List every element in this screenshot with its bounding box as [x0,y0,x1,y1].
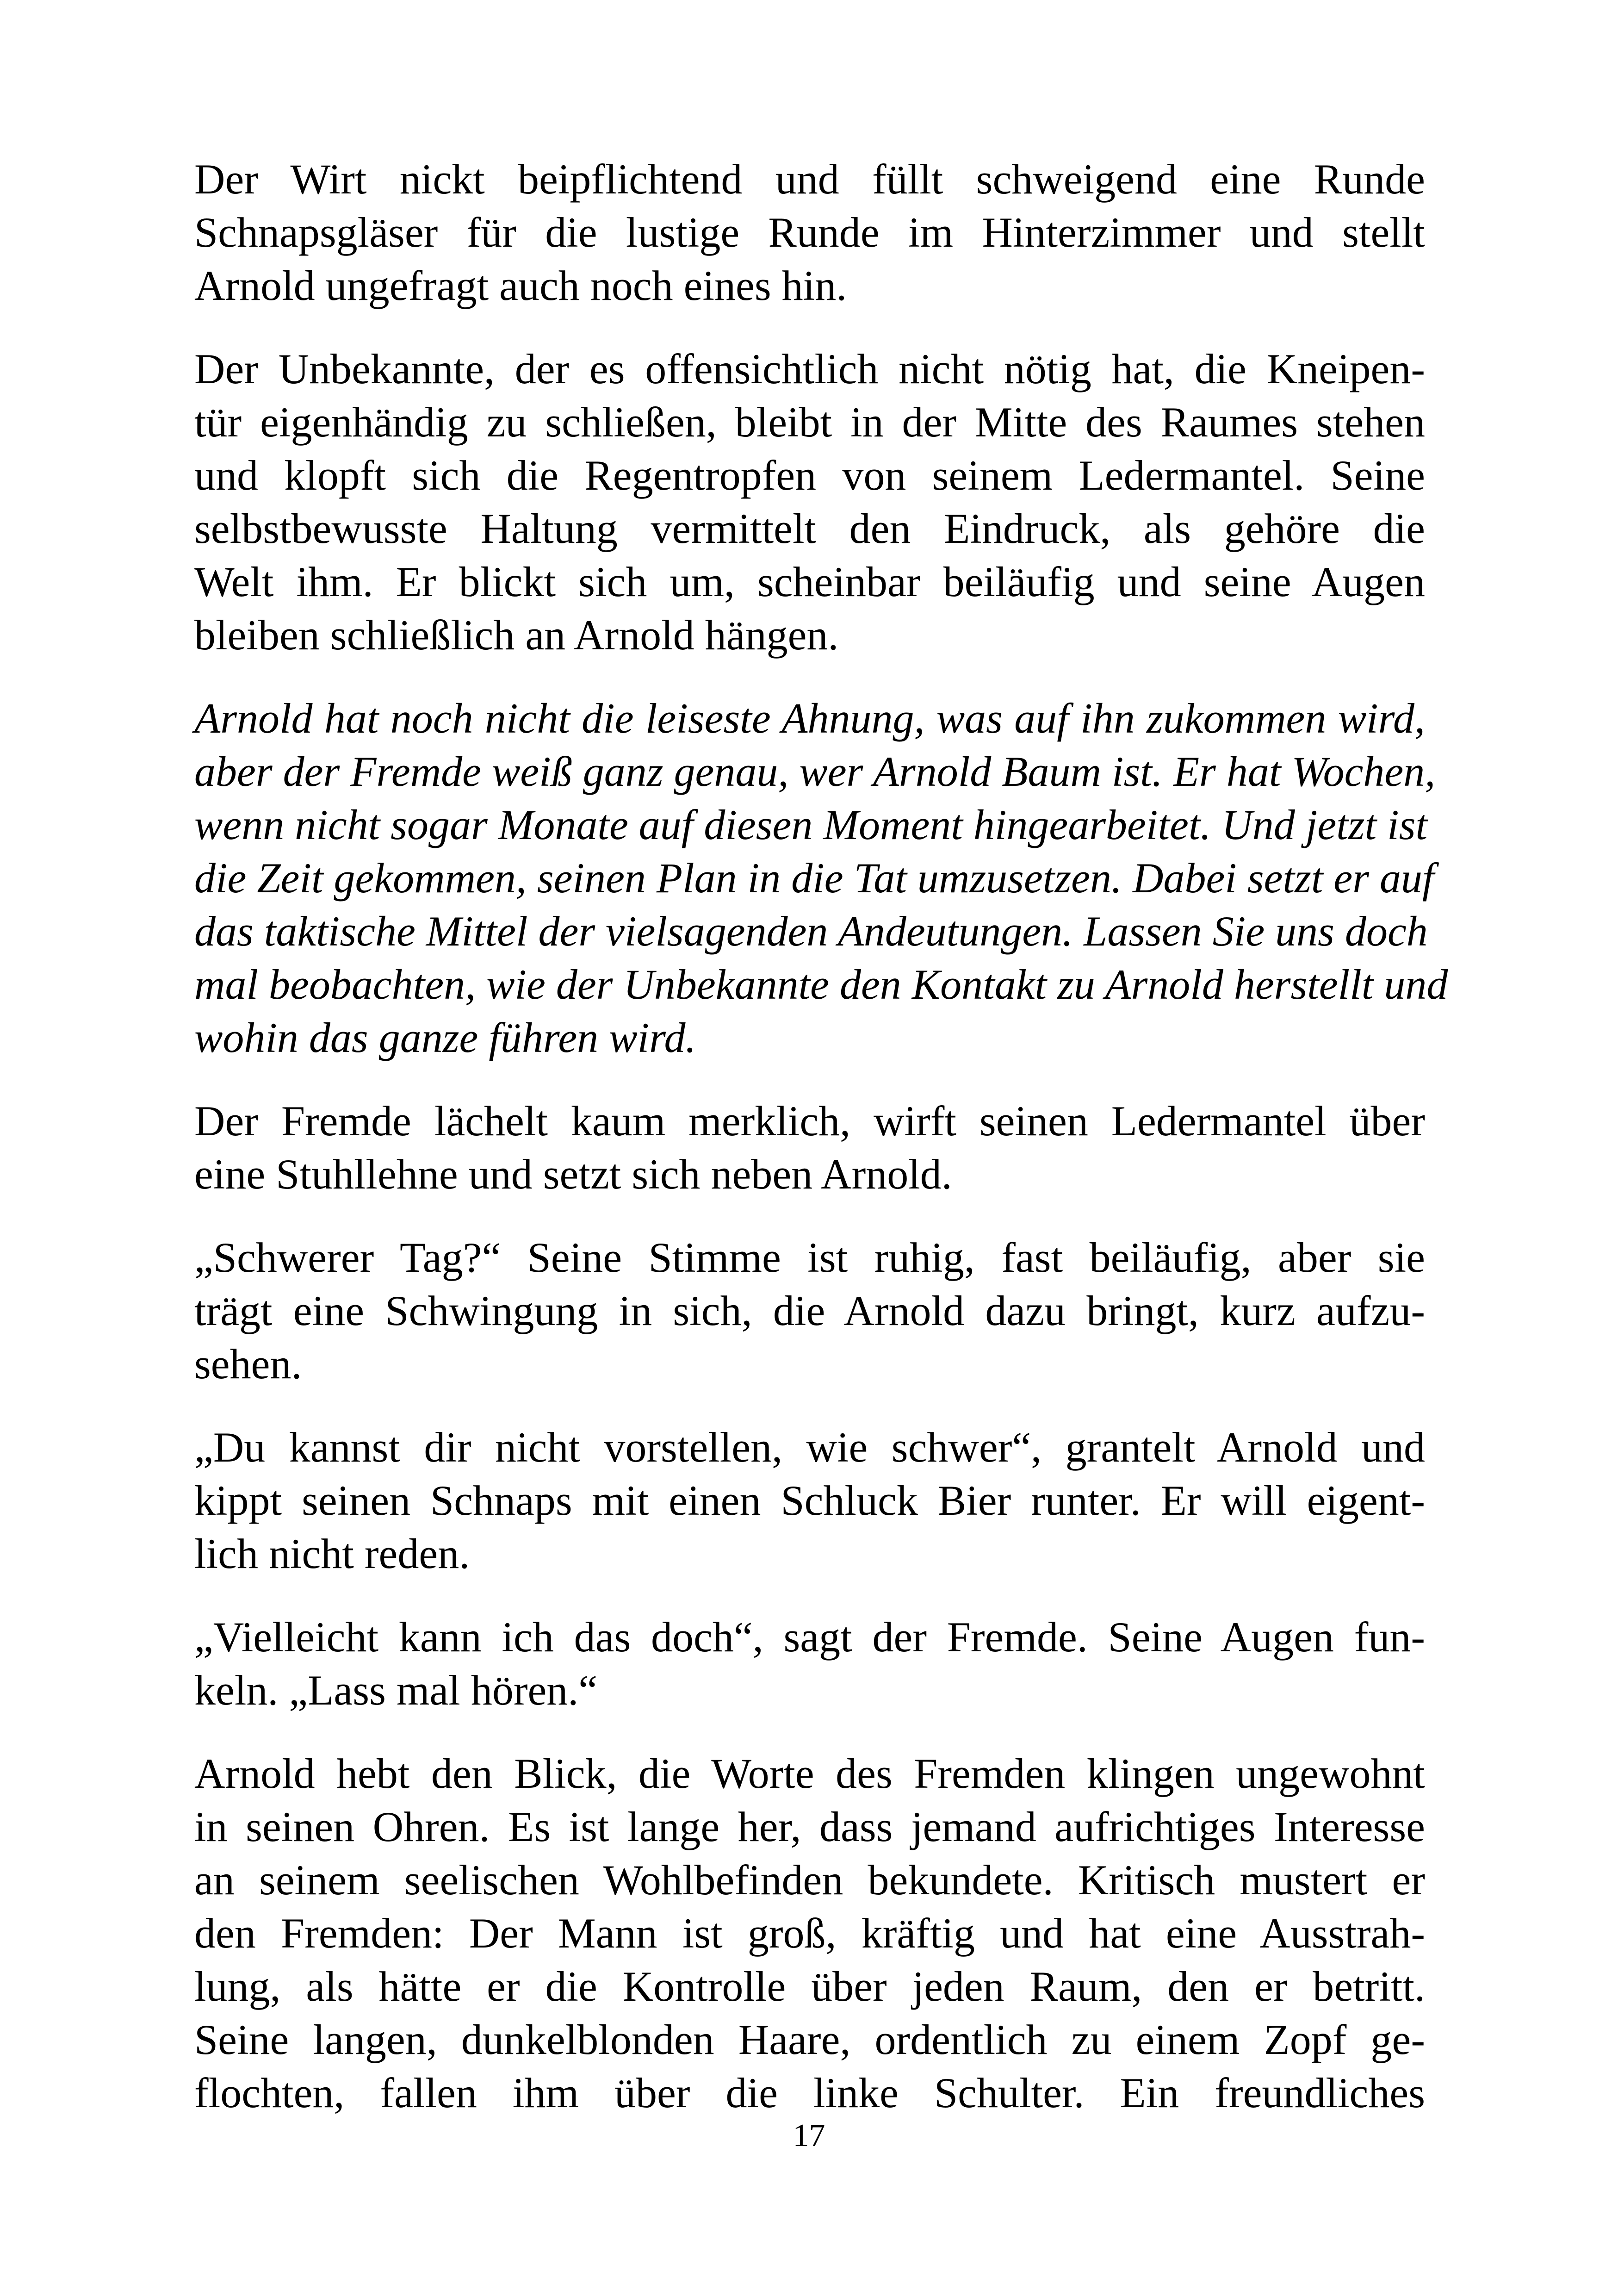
paragraph-2 [194,342,1425,662]
text-line: sehen. [194,1340,302,1388]
text-line: Arnold hat noch nicht die leiseste Ahnung, was auf ihn zukommen wird, [194,695,1425,742]
page-number: 17 [793,2118,825,2153]
paragraph-4 [194,1095,1425,1201]
text-line: lung, als hätte er die Kontrolle über jeden Raum, den er betritt. [194,1963,1425,2010]
text-line: Der Fremde lächelt kaum merklich, wirft seinen Ledermantel über [194,1097,1425,1145]
text-line: Der Wirt nickt beipflichtend und füllt schweigend eine Runde [194,156,1425,203]
paragraph-8 [194,1747,1425,2120]
text-line: mal beobachten, wie der Unbekannte den Kontakt zu Arnold herstellt und [194,961,1448,1008]
text-line: eine Stuhllehne und setzt sich neben Arnold. [194,1151,952,1198]
paragraph-5 [194,1231,1425,1391]
text-line: das taktische Mittel der vielsagenden Andeutungen. Lassen Sie uns doch [194,908,1428,955]
text-line: wenn nicht sogar Monate auf diesen Moment hingearbeitet. Und jetzt ist [194,801,1428,848]
text-line: den Fremden: Der Mann ist groß, kräftig und hat eine Ausstrah- [194,1910,1425,1957]
text-line: „Vielleicht kann ich das doch“, sagt der Fremde. Seine Augen fun- [194,1613,1425,1661]
text-line: selbstbewusste Haltung vermittelt den Eindruck, als gehöre die [194,505,1425,552]
paragraph-6 [194,1421,1425,1580]
paragraph-1 [194,153,1425,312]
text-line: Welt ihm. Er blickt sich um, scheinbar beiläufig und seine Augen [194,558,1425,605]
paragraph-3-italic-narrator-aside [194,692,1448,1064]
text-line: Der Unbekannte, der es offensichtlich nicht nötig hat, die Kneipen- [194,345,1425,392]
text-line: keln. „Lass mal hören.“ [194,1667,598,1714]
text-line: kippt seinen Schnaps mit einen Schluck Bier runter. Er will eigent- [194,1477,1425,1524]
text-line: tür eigenhändig zu schließen, bleibt in der Mitte des Raumes stehen [194,398,1425,446]
text-line: aber der Fremde weiß ganz genau, wer Arnold Baum ist. Er hat Wochen, [194,748,1436,795]
text-line: bleiben schließlich an Arnold hängen. [194,611,839,659]
text-line: flochten, fallen ihm über die linke Schulter. Ein freundliches [194,2069,1425,2116]
page-body [194,153,1448,2150]
text-line: an seinem seelischen Wohlbefinden bekundete. Kritisch mustert er [194,1856,1425,1904]
text-line: Arnold hebt den Blick, die Worte des Fremden klingen ungewohnt [194,1750,1425,1797]
text-line: lich nicht reden. [194,1530,470,1577]
text-line: „Schwerer Tag?“ Seine Stimme ist ruhig, fast beiläufig, aber sie [194,1234,1425,1281]
text-line: in seinen Ohren. Es ist lange her, dass jemand aufrichtiges Interesse [194,1803,1425,1850]
text-line: wohin das ganze führen wird. [194,1014,696,1061]
text-line: Seine langen, dunkelblonden Haare, ordentlich zu einem Zopf ge- [194,2016,1425,2063]
text-line: „Du kannst dir nicht vorstellen, wie schwer“, grantelt Arnold und [194,1424,1425,1471]
paragraph-7 [194,1611,1425,1717]
text-line: trägt eine Schwingung in sich, die Arnold dazu bringt, kurz aufzu- [194,1287,1425,1334]
text-line: Arnold ungefragt auch noch eines hin. [194,262,847,309]
text-line: die Zeit gekommen, seinen Plan in die Tat umzusetzen. Dabei setzt er auf [194,854,1434,902]
text-line: und klopft sich die Regentropfen von seinem Ledermantel. Seine [194,452,1425,499]
text-line: Schnapsgläser für die lustige Runde im Hinterzimmer und stellt [194,209,1425,256]
